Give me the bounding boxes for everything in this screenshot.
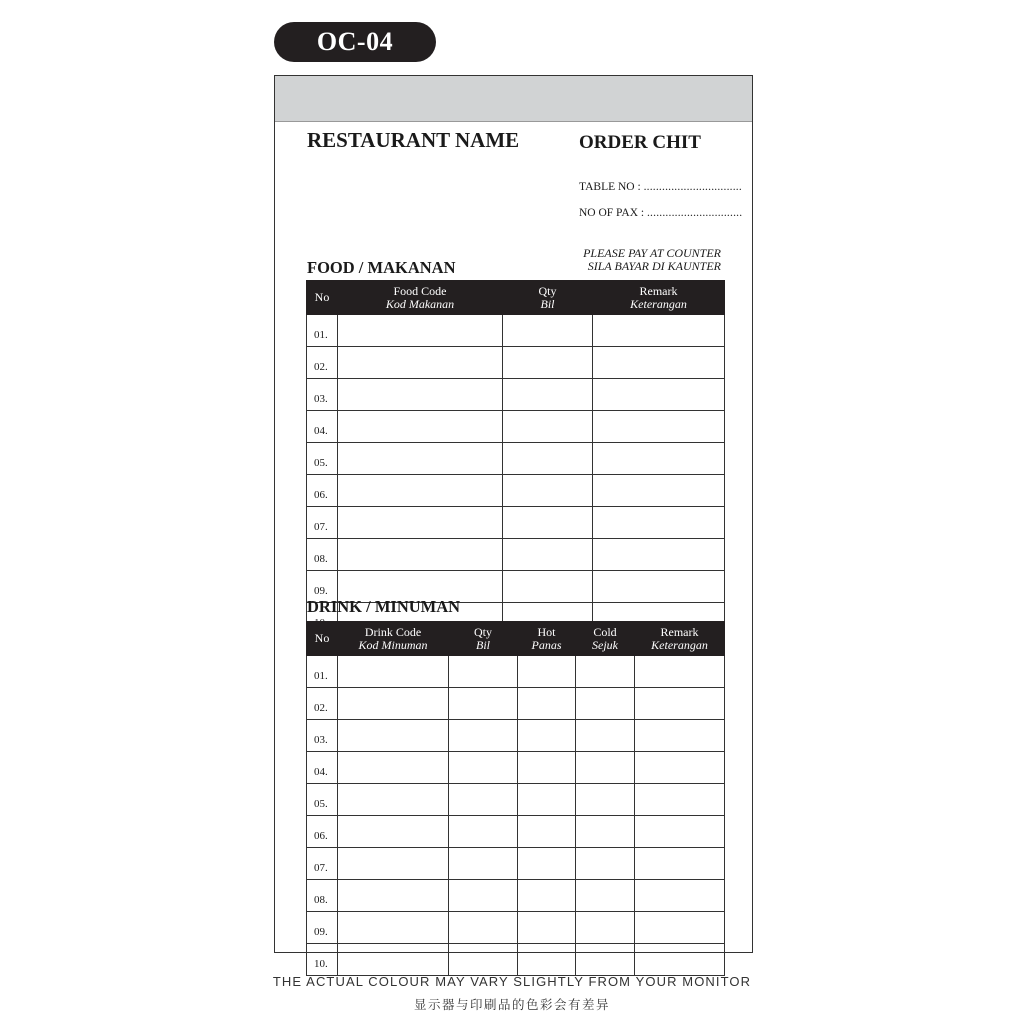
drink-entry-cell[interactable]	[635, 752, 725, 784]
food-entry-cell[interactable]	[593, 411, 725, 443]
drink-table-row	[307, 656, 725, 688]
restaurant-name: RESTAURANT NAME	[307, 128, 520, 152]
drink-entry-cell[interactable]	[449, 944, 518, 976]
food-entry-cell[interactable]	[338, 443, 503, 475]
drink-table-row	[307, 688, 725, 720]
food-entry-cell[interactable]	[503, 475, 593, 507]
drink-header-label: Remark	[660, 624, 699, 639]
drink-row-number: 03.	[307, 720, 338, 752]
food-header-cell	[593, 281, 725, 315]
food-header-sublabel: Keterangan	[630, 296, 687, 311]
food-entry-cell[interactable]	[593, 475, 725, 507]
drink-entry-cell[interactable]	[449, 752, 518, 784]
drink-entry-cell[interactable]	[576, 816, 635, 848]
food-entry-cell[interactable]	[503, 411, 593, 443]
drink-table-row	[307, 816, 725, 848]
drink-entry-cell[interactable]	[576, 720, 635, 752]
food-entry-cell[interactable]	[503, 443, 593, 475]
no-of-pax-label: NO OF PAX :	[579, 207, 645, 219]
drink-entry-cell[interactable]	[635, 912, 725, 944]
food-row-number: 05.	[307, 443, 338, 475]
drink-entry-cell[interactable]	[518, 816, 576, 848]
drink-row-number: 10.	[307, 944, 338, 976]
food-header-label: Qty	[538, 283, 557, 298]
drink-entry-cell[interactable]	[635, 656, 725, 688]
drink-entry-cell[interactable]	[576, 880, 635, 912]
food-header-sublabel: Bil	[540, 296, 555, 311]
food-row-number: 01.	[307, 315, 338, 347]
food-header-cell	[338, 281, 503, 315]
food-entry-cell[interactable]	[338, 539, 503, 571]
food-entry-cell[interactable]	[338, 475, 503, 507]
food-entry-cell[interactable]	[593, 379, 725, 411]
food-table	[306, 280, 725, 635]
drink-entry-cell[interactable]	[518, 912, 576, 944]
drink-row-number: 06.	[307, 816, 338, 848]
food-table-row	[307, 347, 725, 379]
drink-entry-cell[interactable]	[518, 752, 576, 784]
drink-table	[306, 621, 725, 976]
drink-entry-cell[interactable]	[449, 848, 518, 880]
food-entry-cell[interactable]	[593, 507, 725, 539]
drink-entry-cell[interactable]	[338, 784, 449, 816]
drink-row-number: 09.	[307, 912, 338, 944]
table-no-field	[579, 181, 742, 193]
drink-header-sublabel: Keterangan	[651, 637, 708, 652]
drink-entry-cell[interactable]	[635, 688, 725, 720]
drink-entry-cell[interactable]	[449, 784, 518, 816]
drink-entry-cell[interactable]	[338, 848, 449, 880]
drink-section-title: DRINK / MINUMAN	[307, 597, 461, 616]
drink-entry-cell[interactable]	[338, 816, 449, 848]
drink-row-number: 02.	[307, 688, 338, 720]
form-title: ORDER CHIT	[579, 132, 701, 153]
order-chit-sheet	[274, 75, 753, 970]
drink-header-cell	[576, 622, 635, 656]
food-table-row	[307, 411, 725, 443]
drink-table-row	[307, 784, 725, 816]
payment-note-my: SILA BAYAR DI KAUNTER	[587, 259, 721, 273]
drink-entry-cell[interactable]	[576, 944, 635, 976]
footer-disclaimer-cn: 显示器与印刷品的色彩会有差异	[413, 997, 610, 1012]
food-table-row	[307, 539, 725, 571]
drink-entry-cell[interactable]	[449, 816, 518, 848]
drink-entry-cell[interactable]	[635, 784, 725, 816]
drink-entry-cell[interactable]	[576, 912, 635, 944]
food-table-row	[307, 379, 725, 411]
drink-header-sublabel: Bil	[476, 637, 490, 652]
food-entry-cell[interactable]	[593, 571, 725, 603]
drink-entry-cell[interactable]	[635, 848, 725, 880]
drink-entry-cell[interactable]	[518, 688, 576, 720]
drink-row-number: 04.	[307, 752, 338, 784]
table-no-label: TABLE NO :	[579, 181, 641, 193]
food-table-row	[307, 507, 725, 539]
food-row-number: 06.	[307, 475, 338, 507]
drink-entry-cell[interactable]	[449, 720, 518, 752]
food-entry-cell[interactable]	[338, 507, 503, 539]
drink-header-label: Drink Code	[364, 624, 422, 639]
food-entry-cell[interactable]	[503, 571, 593, 603]
no-of-pax-dots: ...............................	[646, 207, 743, 219]
drink-entry-cell[interactable]	[518, 784, 576, 816]
drink-entry-cell[interactable]	[338, 944, 449, 976]
food-header-sublabel: Kod Makanan	[385, 296, 455, 311]
food-row-number: 09.	[307, 571, 338, 603]
drink-entry-cell[interactable]	[576, 848, 635, 880]
drink-header-label: Qty	[474, 624, 492, 639]
drink-row-number: 07.	[307, 848, 338, 880]
drink-table-row	[307, 880, 725, 912]
drink-header-cell	[338, 622, 449, 656]
food-table-row	[307, 315, 725, 347]
drink-entry-cell[interactable]	[518, 944, 576, 976]
drink-entry-cell[interactable]	[449, 688, 518, 720]
footer-disclaimer-en: THE ACTUAL COLOUR MAY VARY SLIGHTLY FROM YOUR MONITOR	[272, 974, 752, 989]
header-band	[275, 76, 752, 122]
drink-row-number: 01.	[307, 656, 338, 688]
drink-header-sublabel: Kod Minuman	[358, 637, 428, 652]
drink-entry-cell[interactable]	[518, 848, 576, 880]
food-entry-cell[interactable]	[338, 347, 503, 379]
drink-entry-cell[interactable]	[635, 944, 725, 976]
food-entry-cell[interactable]	[338, 379, 503, 411]
payment-note	[583, 247, 721, 273]
drink-entry-cell[interactable]	[338, 752, 449, 784]
food-entry-cell[interactable]	[503, 347, 593, 379]
drink-entry-cell[interactable]	[635, 816, 725, 848]
drink-entry-cell[interactable]	[338, 912, 449, 944]
drink-header-label: Cold	[593, 624, 617, 639]
drink-header-sublabel: Panas	[531, 637, 562, 652]
food-entry-cell[interactable]	[338, 315, 503, 347]
drink-entry-cell[interactable]	[338, 720, 449, 752]
drink-row-number: 08.	[307, 880, 338, 912]
food-row-number: 04.	[307, 411, 338, 443]
drink-entry-cell[interactable]	[338, 880, 449, 912]
drink-entry-cell[interactable]	[576, 688, 635, 720]
food-entry-cell[interactable]	[503, 507, 593, 539]
drink-entry-cell[interactable]	[518, 720, 576, 752]
drink-entry-cell[interactable]	[338, 656, 449, 688]
food-header-label: No	[314, 290, 330, 304]
food-entry-cell[interactable]	[338, 411, 503, 443]
payment-note-en: PLEASE PAY AT COUNTER	[583, 246, 721, 260]
drink-row-number: 05.	[307, 784, 338, 816]
food-row-number: 03.	[307, 379, 338, 411]
drink-entry-cell[interactable]	[635, 880, 725, 912]
drink-table-row	[307, 848, 725, 880]
drink-entry-cell[interactable]	[449, 880, 518, 912]
drink-table-row	[307, 752, 725, 784]
drink-entry-cell[interactable]	[576, 784, 635, 816]
food-header-cell	[503, 281, 593, 315]
food-row-number: 08.	[307, 539, 338, 571]
food-header-label: Remark	[639, 283, 678, 298]
drink-entry-cell[interactable]	[449, 912, 518, 944]
food-table-row	[307, 443, 725, 475]
food-entry-cell[interactable]	[593, 347, 725, 379]
food-entry-cell[interactable]	[593, 315, 725, 347]
food-entry-cell[interactable]	[503, 379, 593, 411]
drink-table-row	[307, 720, 725, 752]
drink-entry-cell[interactable]	[576, 752, 635, 784]
drink-header-label: No	[314, 631, 330, 645]
table-no-dots: ................................	[643, 181, 742, 193]
no-of-pax-field	[579, 207, 742, 219]
drink-entry-cell[interactable]	[635, 720, 725, 752]
drink-header-cell	[307, 622, 338, 656]
drink-entry-cell[interactable]	[449, 656, 518, 688]
drink-header-cell	[635, 622, 725, 656]
food-header-cell	[307, 281, 338, 315]
food-entry-cell[interactable]	[593, 539, 725, 571]
drink-header-label: Hot	[537, 624, 556, 639]
food-section-title: FOOD / MAKANAN	[307, 258, 456, 277]
drink-table-row	[307, 944, 725, 976]
food-row-number: 02.	[307, 347, 338, 379]
drink-header-cell	[449, 622, 518, 656]
drink-entry-cell[interactable]	[338, 688, 449, 720]
food-table-row	[307, 475, 725, 507]
food-entry-cell[interactable]	[503, 539, 593, 571]
food-row-number: 07.	[307, 507, 338, 539]
food-entry-cell[interactable]	[503, 315, 593, 347]
drink-entry-cell[interactable]	[518, 656, 576, 688]
drink-table-header	[307, 622, 725, 656]
food-table-header	[307, 281, 725, 315]
food-header-label: Food Code	[393, 283, 447, 298]
drink-header-cell	[518, 622, 576, 656]
drink-header-sublabel: Sejuk	[592, 637, 618, 652]
drink-entry-cell[interactable]	[518, 880, 576, 912]
drink-entry-cell[interactable]	[576, 656, 635, 688]
product-code-badge: OC-04	[274, 22, 436, 62]
food-entry-cell[interactable]	[593, 443, 725, 475]
drink-table-row	[307, 912, 725, 944]
